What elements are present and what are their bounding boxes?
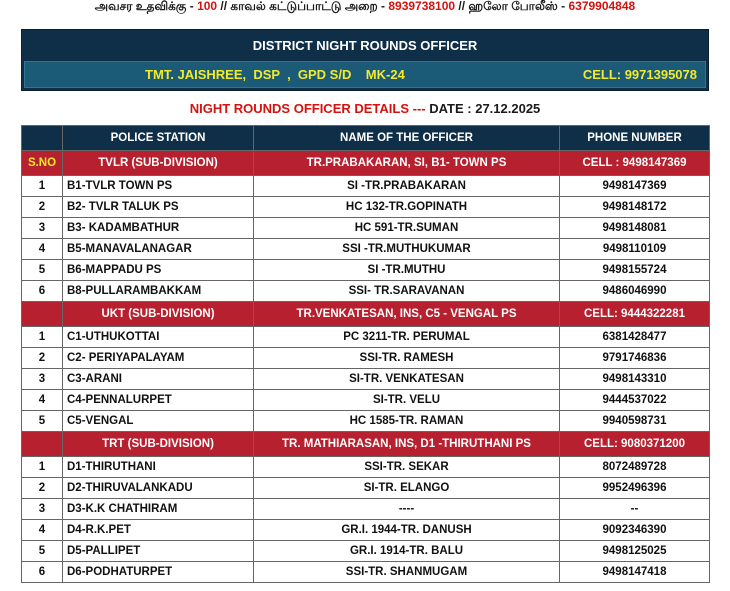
row-officer-name: SSI- TR.SARAVANAN (254, 281, 560, 302)
row-sno: 4 (22, 239, 63, 260)
subdivision-cell: CELL : 9498147369 (560, 151, 710, 176)
table-row (22, 457, 710, 478)
table-row (22, 218, 710, 239)
district-officer-cell: CELL: 9971395078 (582, 67, 697, 82)
row-phone-number: 9498147369 (560, 176, 710, 197)
row-officer-name: ---- (254, 499, 560, 520)
table-row (22, 520, 710, 541)
hello-police-number: 6379904848 (568, 0, 636, 13)
row-officer-name: SI -TR.PRABAKARAN (254, 176, 560, 197)
row-phone-number: 9498155724 (560, 260, 710, 281)
table-row (22, 260, 710, 281)
control-room-number: 8939738100 (388, 0, 456, 13)
row-police-station: D6-PODHATURPET (63, 562, 254, 583)
row-sno: 4 (22, 520, 63, 541)
table-row (22, 239, 710, 260)
row-sno: 3 (22, 499, 63, 520)
row-phone-number: 6381428477 (560, 327, 710, 348)
table-row (22, 281, 710, 302)
row-officer-name: SSI-TR. SEKAR (254, 457, 560, 478)
hello-police-label: // ஹலோ போலீஸ் - (455, 0, 569, 13)
row-sno: 3 (22, 218, 63, 239)
table-row (22, 197, 710, 218)
row-police-station: C4-PENNALURPET (63, 390, 254, 411)
row-police-station: B8-PULLARAMBAKKAM (63, 281, 254, 302)
officer-details-table (21, 125, 710, 583)
row-police-station: C5-VENGAL (63, 411, 254, 432)
subdivision-sno-label (22, 432, 63, 457)
row-police-station: B1-TVLR TOWN PS (63, 176, 254, 197)
subdivision-name: TVLR (SUB-DIVISION) (63, 151, 254, 176)
table-header-row (22, 126, 710, 151)
row-phone-number: 9498110109 (560, 239, 710, 260)
row-officer-name: GR.I. 1914-TR. BALU (254, 541, 560, 562)
subdivision-row (22, 302, 710, 327)
row-sno: 1 (22, 176, 63, 197)
row-phone-number: 9498143310 (560, 369, 710, 390)
row-phone-number: 9940598731 (560, 411, 710, 432)
row-police-station: D5-PALLIPET (63, 541, 254, 562)
row-police-station: B6-MAPPADU PS (63, 260, 254, 281)
row-sno: 2 (22, 348, 63, 369)
row-officer-name: HC 591-TR.SUMAN (254, 218, 560, 239)
subtitle-date: DATE : 27.12.2025 (429, 101, 541, 116)
row-sno: 3 (22, 369, 63, 390)
row-officer-name: SI-TR. VENKATESAN (254, 369, 560, 390)
header-officer-name: NAME OF THE OFFICER (254, 126, 560, 151)
row-police-station: D1-THIRUTHANI (63, 457, 254, 478)
row-phone-number: 9444537022 (560, 390, 710, 411)
row-officer-name: SI -TR.MUTHU (254, 260, 560, 281)
table-body (22, 151, 710, 583)
details-subtitle (0, 101, 730, 116)
row-police-station: D4-R.K.PET (63, 520, 254, 541)
subdivision-cell: CELL: 9080371200 (560, 432, 710, 457)
row-police-station: D3-K.K CHATHIRAM (63, 499, 254, 520)
row-phone-number: 9498147418 (560, 562, 710, 583)
subdivision-row (22, 432, 710, 457)
subdivision-row (22, 151, 710, 176)
table-row (22, 390, 710, 411)
row-sno: 5 (22, 260, 63, 281)
row-phone-number: 9498148172 (560, 197, 710, 218)
subdivision-officer: TR. MATHIARASAN, INS, D1 -THIRUTHANI PS (254, 432, 560, 457)
row-officer-name: HC 1585-TR. RAMAN (254, 411, 560, 432)
emergency-label: அவசர உதவிக்கு - (94, 0, 198, 13)
row-officer-name: SSI-TR. SHANMUGAM (254, 562, 560, 583)
district-officer-banner (21, 29, 709, 91)
table-row (22, 499, 710, 520)
header-sno-cell (22, 126, 63, 151)
control-room-label: // காவல் கட்டுப்பாட்டு அறை - (217, 0, 389, 13)
row-officer-name: GR.I. 1944-TR. DANUSH (254, 520, 560, 541)
banner-info-bar (24, 61, 706, 88)
row-police-station: B5-MANAVALANAGAR (63, 239, 254, 260)
subdivision-officer: TR.VENKATESAN, INS, C5 - VENGAL PS (254, 302, 560, 327)
table-row (22, 348, 710, 369)
subdivision-sno-label (22, 302, 63, 327)
table-row (22, 541, 710, 562)
row-officer-name: HC 132-TR.GOPINATH (254, 197, 560, 218)
row-police-station: B2- TVLR TALUK PS (63, 197, 254, 218)
row-phone-number: 9498125025 (560, 541, 710, 562)
subdivision-name: TRT (SUB-DIVISION) (63, 432, 254, 457)
subdivision-officer: TR.PRABAKARAN, SI, B1- TOWN PS (254, 151, 560, 176)
row-sno: 1 (22, 457, 63, 478)
emergency-contacts-strip (0, 0, 730, 14)
subdivision-name: UKT (SUB-DIVISION) (63, 302, 254, 327)
row-officer-name: PC 3211-TR. PERUMAL (254, 327, 560, 348)
row-sno: 2 (22, 478, 63, 499)
row-police-station: B3- KADAMBATHUR (63, 218, 254, 239)
row-sno: 5 (22, 541, 63, 562)
header-police-station: POLICE STATION (63, 126, 254, 151)
row-phone-number: 9791746836 (560, 348, 710, 369)
row-sno: 5 (22, 411, 63, 432)
row-police-station: C2- PERIYAPALAYAM (63, 348, 254, 369)
row-phone-number: 9498148081 (560, 218, 710, 239)
row-phone-number: 9092346390 (560, 520, 710, 541)
row-sno: 4 (22, 390, 63, 411)
header-phone-number: PHONE NUMBER (560, 126, 710, 151)
row-officer-name: SSI-TR. RAMESH (254, 348, 560, 369)
row-officer-name: SI-TR. ELANGO (254, 478, 560, 499)
row-officer-name: SSI -TR.MUTHUKUMAR (254, 239, 560, 260)
table-row (22, 176, 710, 197)
row-phone-number: 9952496396 (560, 478, 710, 499)
row-police-station: C1-UTHUKOTTAI (63, 327, 254, 348)
row-phone-number: 9486046990 (560, 281, 710, 302)
table-row (22, 411, 710, 432)
row-sno: 6 (22, 281, 63, 302)
row-sno: 6 (22, 562, 63, 583)
district-officer-name: TMT. JAISHREE, DSP , GPD S/D MK-24 (145, 67, 405, 82)
table-row (22, 562, 710, 583)
banner-title: DISTRICT NIGHT ROUNDS OFFICER (252, 38, 478, 53)
row-phone-number: 8072489728 (560, 457, 710, 478)
row-police-station: D2-THIRUVALANKADU (63, 478, 254, 499)
row-phone-number: -- (560, 499, 710, 520)
table-row (22, 478, 710, 499)
emergency-number: 100 (197, 0, 218, 13)
table-row (22, 369, 710, 390)
row-police-station: C3-ARANI (63, 369, 254, 390)
row-officer-name: SI-TR. VELU (254, 390, 560, 411)
table-row (22, 327, 710, 348)
subdivision-cell: CELL: 9444322281 (560, 302, 710, 327)
row-sno: 1 (22, 327, 63, 348)
row-sno: 2 (22, 197, 63, 218)
subtitle-label: NIGHT ROUNDS OFFICER DETAILS --- (189, 101, 430, 116)
subdivision-sno-label: S.NO (22, 151, 63, 176)
